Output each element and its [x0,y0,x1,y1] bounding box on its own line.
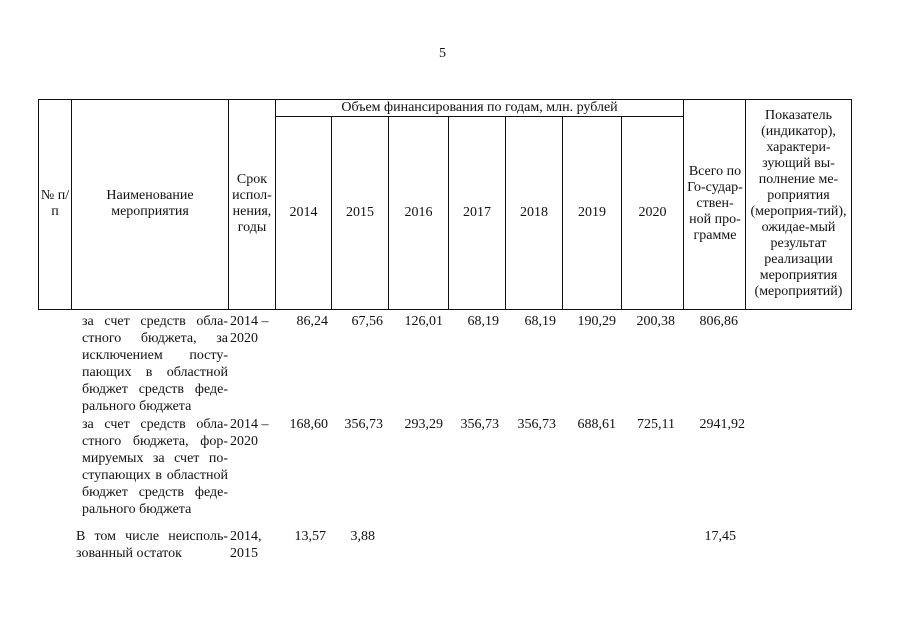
row-term: 2014, 2015 [230,529,262,561]
row-value: 190,29 [577,314,616,329]
header-year: 2016 [404,205,433,220]
header-year: 2018 [520,205,548,220]
page-number: 5 [439,46,446,61]
row-total: 806,86 [699,314,738,329]
row-name: В том числе неисполь-зованный остаток [76,529,228,561]
row-value: 293,29 [404,417,443,432]
row-total: 17,45 [704,529,736,544]
row-value: 200,38 [636,314,675,329]
header-col-num: № п/п [40,188,70,219]
row-value: 356,73 [344,417,383,432]
row-value: 13,57 [294,529,326,544]
header-funding-group: Объем финансирования по годам, млн. рублей [341,99,618,115]
header-col-total: Всего по Го-судар-ствен-ной про-грамме [687,164,743,243]
header-year: 2015 [346,205,374,220]
row-value: 356,73 [460,417,499,432]
row-value: 67,56 [351,314,383,329]
header-col-name: Наименование мероприятия [106,188,194,219]
row-term: 2014 – 2020 [230,314,269,346]
row-value: 168,60 [289,417,328,432]
row-value: 86,24 [296,314,328,329]
header-bottom-border [38,309,852,310]
header-year: 2017 [463,205,491,220]
header-col-term: Срок испол-нения, годы [232,172,272,235]
row-value: 68,19 [524,314,556,329]
row-value: 126,01 [404,314,443,329]
header-year: 2019 [578,205,606,220]
col-border [38,99,39,310]
header-year: 2014 [289,205,318,220]
row-name: за счет средств обла-стного бюджета, фор-мируемых за счет по-ступающих в областной бюджет средств феде-рального бюджета [82,417,228,517]
row-value: 356,73 [517,417,556,432]
col-border [683,99,684,310]
col-border [71,99,72,310]
row-value: 688,61 [577,417,616,432]
row-term: 2014 – 2020 [230,417,269,449]
header-year: 2020 [638,205,667,220]
row-name: за счет средств обла-стного бюджета, за исключением посту-пающих в областной бюджет средств федe-рального бюджета [82,314,228,414]
header-col-indicator: Показатель (индикатор), характери-зующий вы-полнение ме-роприятия (мероприя-тий), ожидае-мый результат реализации мероприятия (мероприятий) [750,108,847,299]
col-border [851,99,852,310]
row-value: 725,11 [637,417,675,432]
row-total: 2941,92 [699,417,745,432]
table-header [38,99,852,310]
row-value: 3,88 [350,529,375,544]
row-value: 68,19 [467,314,499,329]
